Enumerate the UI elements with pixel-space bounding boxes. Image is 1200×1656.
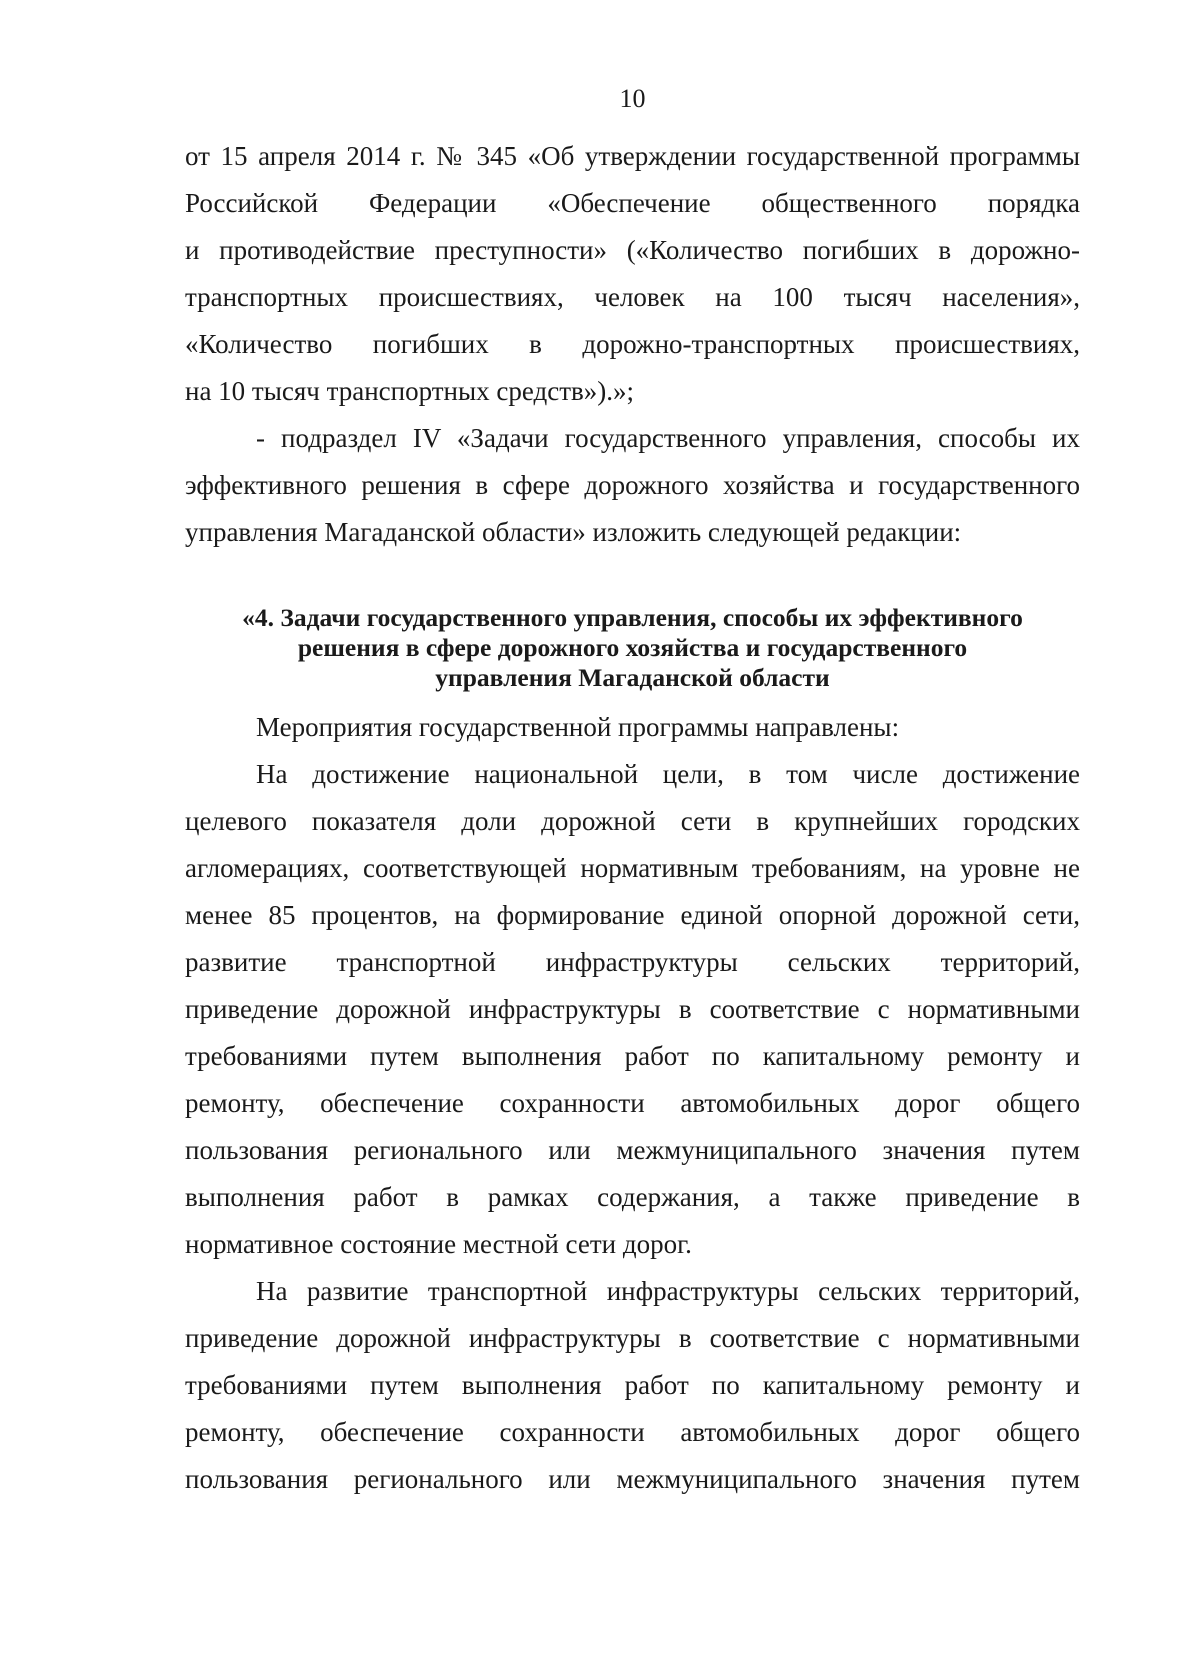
text-line: пользования регионального или межмуниципального значения путем bbox=[185, 1135, 1080, 1165]
text-line: На развитие транспортной инфраструктуры сельских территорий, bbox=[256, 1276, 1080, 1306]
text-line: приведение дорожной инфраструктуры в соответствие с нормативными bbox=[185, 994, 1080, 1024]
text-line: выполнения работ в рамках содержания, а также приведение в bbox=[185, 1182, 1080, 1212]
text-line: развитие транспортной инфраструктуры сельских территорий, bbox=[185, 947, 1080, 977]
text-line: - подраздел IV «Задачи государственного управления, способы их bbox=[256, 423, 1080, 453]
page-number: 10 bbox=[619, 84, 646, 113]
text-line: эффективного решения в сфере дорожного хозяйства и государственного bbox=[185, 470, 1080, 500]
text-line: и противодействие преступности» («Количество погибших в дорожно- bbox=[185, 235, 1080, 265]
text-line: пользования регионального или межмуниципального значения путем bbox=[185, 1464, 1080, 1494]
text-line: требованиями путем выполнения работ по капитальному ремонту и bbox=[185, 1370, 1080, 1400]
heading-line: решения в сфере дорожного хозяйства и государственного bbox=[297, 633, 968, 662]
text-line: целевого показателя доли дорожной сети в крупнейших городских bbox=[185, 806, 1080, 836]
text-line: нормативное состояние местной сети дорог. bbox=[185, 1229, 692, 1259]
text-line: менее 85 процентов, на формирование единой опорной дорожной сети, bbox=[185, 900, 1080, 930]
text-line: ремонту, обеспечение сохранности автомобильных дорог общего bbox=[185, 1088, 1080, 1118]
text-line: требованиями путем выполнения работ по капитальному ремонту и bbox=[185, 1041, 1080, 1071]
text-line: приведение дорожной инфраструктуры в соответствие с нормативными bbox=[185, 1323, 1080, 1353]
heading-line: управления Магаданской области bbox=[435, 663, 830, 692]
text-line: транспортных происшествиях, человек на 100 тысяч населения», bbox=[185, 282, 1080, 312]
text-line: на 10 тысяч транспортных средств»).»; bbox=[185, 376, 635, 406]
text-line: агломерациях, соответствующей нормативным требованиям, на уровне не bbox=[185, 853, 1080, 883]
text-line: Российской Федерации «Обеспечение общественного порядка bbox=[185, 188, 1080, 218]
text-line: «Количество погибших в дорожно-транспортных происшествиях, bbox=[185, 329, 1080, 359]
text-line: от 15 апреля 2014 г. № 345 «Об утверждении государственной программы bbox=[185, 141, 1080, 171]
heading-line: «4. Задачи государственного управления, способы их эффективного bbox=[242, 603, 1023, 632]
text-line: ремонту, обеспечение сохранности автомобильных дорог общего bbox=[185, 1417, 1080, 1447]
text-line: Мероприятия государственной программы направлены: bbox=[256, 712, 900, 742]
text-line: управления Магаданской области» изложить следующей редакции: bbox=[185, 517, 962, 547]
text-line: На достижение национальной цели, в том числе достижение bbox=[256, 759, 1080, 789]
